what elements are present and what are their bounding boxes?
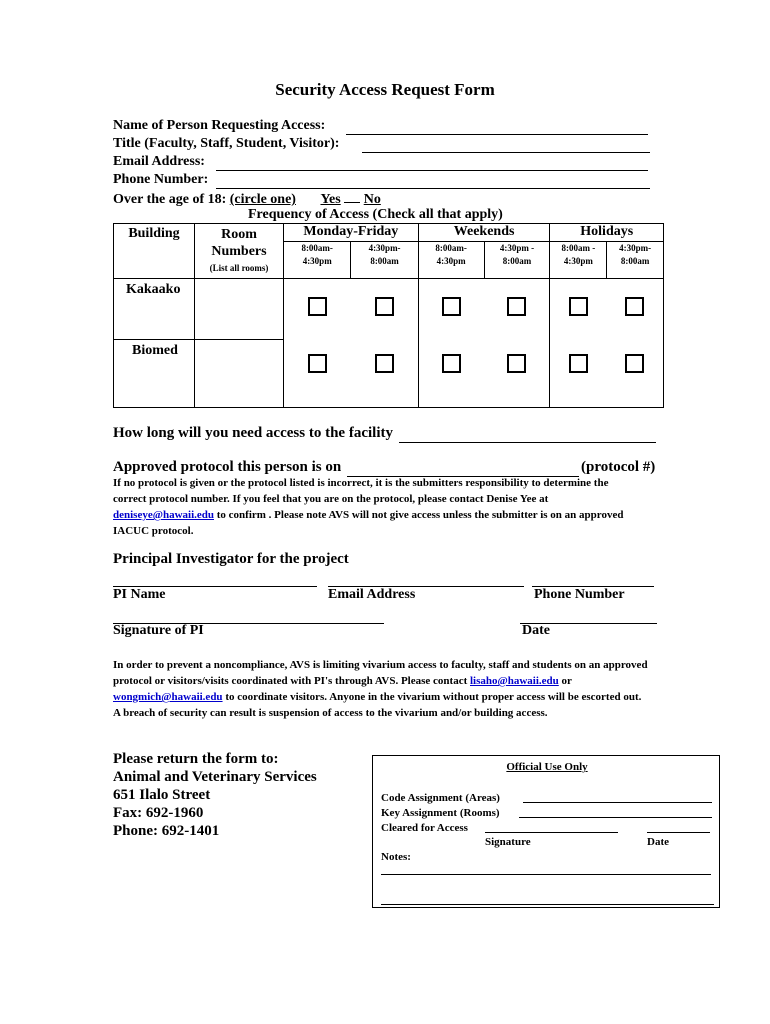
date-caption: Date xyxy=(647,836,669,848)
age-label: Over the age of 18: xyxy=(113,192,227,207)
cleared-date-field[interactable] xyxy=(647,832,710,833)
email-field[interactable] xyxy=(216,156,648,171)
checkbox-biomed-mf-day[interactable] xyxy=(284,340,351,408)
checkbox-kakaako-we-night[interactable] xyxy=(484,279,550,340)
pi-name-field[interactable] xyxy=(113,572,317,587)
title-label: Title (Faculty, Staff, Student, Visitor): xyxy=(113,136,340,151)
slot-mf-night: 4:30pm- 8:00am xyxy=(368,243,401,266)
lisaho-email-link[interactable]: lisaho@hawaii.edu xyxy=(470,675,559,687)
table-row xyxy=(114,340,664,408)
duration-field[interactable] xyxy=(399,428,656,443)
page-title: Security Access Request Form xyxy=(275,80,495,99)
room-numbers-cell[interactable] xyxy=(195,279,284,340)
pi-date-label: Date xyxy=(522,623,550,638)
checkbox-biomed-hol-day[interactable] xyxy=(550,340,607,408)
name-field[interactable] xyxy=(346,120,648,135)
checkbox-kakaako-hol-night[interactable] xyxy=(607,279,664,340)
protocol-suffix: (protocol #) xyxy=(581,459,656,475)
pi-email-label: Email Address xyxy=(328,587,416,602)
slot-hol-day: 8:00am - 4:30pm xyxy=(550,242,607,278)
building-cell: Biomed xyxy=(114,340,195,408)
phone-field[interactable] xyxy=(216,174,650,189)
building-cell: Kakaako xyxy=(114,279,195,340)
pi-signature-field[interactable] xyxy=(113,609,384,624)
slot-we-day: 8:00am- 4:30pm xyxy=(419,242,485,278)
monday-friday-header: Monday-Friday 8:00am- 4:30pm 4:30pm- 8:00am xyxy=(284,224,419,279)
code-assignment-label: Code Assignment (Areas) xyxy=(381,792,500,804)
code-assignment-field[interactable] xyxy=(523,802,712,803)
protocol-label: Approved protocol this person is on xyxy=(113,459,342,475)
checkbox-biomed-hol-night[interactable] xyxy=(607,340,664,408)
title-field[interactable] xyxy=(362,138,650,153)
age-no-option[interactable]: No xyxy=(363,192,381,207)
name-label: Name of Person Requesting Access: xyxy=(113,118,326,133)
key-assignment-field[interactable] xyxy=(519,817,712,818)
pi-email-field[interactable] xyxy=(328,572,524,587)
holidays-header: Holidays 8:00am - 4:30pm 4:30pm- 8:00am xyxy=(550,224,664,279)
checkbox-biomed-we-night[interactable] xyxy=(484,340,550,408)
pi-signature-label: Signature of PI xyxy=(113,623,204,638)
room-header: Room Numbers (List all rooms) xyxy=(195,224,284,279)
wongmich-email-link[interactable]: wongmich@hawaii.edu xyxy=(113,691,223,703)
slot-hol-night: 4:30pm- 8:00am xyxy=(619,243,652,266)
checkbox-biomed-mf-night[interactable] xyxy=(351,340,418,408)
cleared-label: Cleared for Access xyxy=(381,822,468,834)
table-row xyxy=(114,279,664,340)
pi-date-field[interactable] xyxy=(520,609,657,624)
pi-name-label: PI Name xyxy=(113,587,166,602)
compliance-note: In order to prevent a noncompliance, AVS is limiting vivarium access to faculty, staff and students on an approved protocol or visitors/visits coordinated with PI's through AVS. Please contact lisaho@hawaii.edu or wongmich@hawaii.edu to coordinate visitors. Anyone in the vivarium without proper access will be escorted out. A breach of security can result is suspension of access to the vivarium and/or building access. xyxy=(113,659,648,719)
pi-phone-label: Phone Number xyxy=(534,587,625,602)
checkbox-kakaako-mf-night[interactable] xyxy=(351,279,418,340)
age-row xyxy=(113,190,381,208)
cleared-signature-field[interactable] xyxy=(485,832,618,833)
slot-mf-day: 8:00am- 4:30pm xyxy=(284,242,351,278)
age-yes-option[interactable]: Yes xyxy=(320,192,341,207)
checkbox-kakaako-mf-day[interactable] xyxy=(284,279,351,340)
frequency-heading: Frequency of Access (Check all that apply) xyxy=(248,207,503,222)
return-address: Please return the form to: Animal and Veterinary Services 651 Ilalo Street Fax: 692-1960 Phone: 692-1401 xyxy=(113,751,317,839)
official-title: Official Use Only xyxy=(506,761,588,773)
duration-label: How long will you need access to the facility xyxy=(113,425,393,441)
slot-we-night: 4:30pm - 8:00am xyxy=(499,243,535,266)
notes-line[interactable] xyxy=(381,874,711,875)
denise-email-link[interactable]: deniseye@hawaii.edu xyxy=(113,509,214,521)
key-assignment-label: Key Assignment (Rooms) xyxy=(381,807,500,819)
pi-phone-field[interactable] xyxy=(532,572,654,587)
checkbox-kakaako-hol-day[interactable] xyxy=(550,279,607,340)
protocol-note: If no protocol is given or the protocol listed is incorrect, it is the submitters responsibility to determine the correct protocol number. If you feel that you are on the protocol, please contact Denise Yee at deniseye@hawaii.edu to confirm . Please note AVS will not give access unless the submitter is on an approved IACUC protocol. xyxy=(113,477,624,537)
frequency-table xyxy=(113,223,664,408)
signature-caption: Signature xyxy=(485,836,531,848)
building-header: Building xyxy=(114,224,195,279)
checkbox-biomed-we-day[interactable] xyxy=(418,340,484,408)
official-use-box xyxy=(372,755,720,908)
phone-label: Phone Number: xyxy=(113,172,209,187)
email-label: Email Address: xyxy=(113,154,205,169)
pi-heading: Principal Investigator for the project xyxy=(113,551,349,567)
age-hint: (circle one) xyxy=(229,192,296,207)
checkbox-kakaako-we-day[interactable] xyxy=(418,279,484,340)
room-numbers-cell[interactable] xyxy=(195,340,284,408)
weekends-header: Weekends 8:00am- 4:30pm 4:30pm - 8:00am xyxy=(418,224,550,279)
notes-line[interactable] xyxy=(381,904,714,905)
notes-label: Notes: xyxy=(381,851,411,863)
